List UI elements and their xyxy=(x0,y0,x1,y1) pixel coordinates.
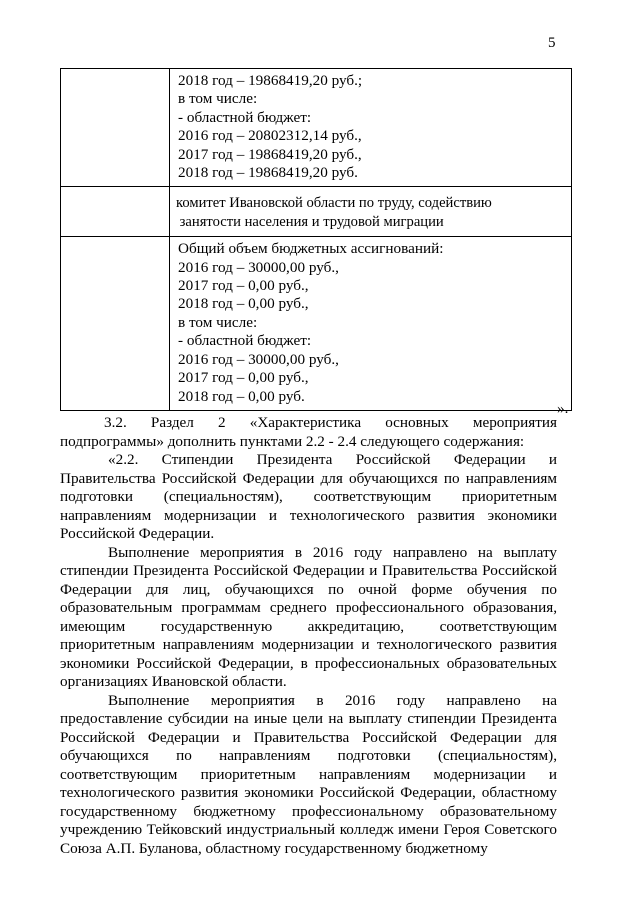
table-row xyxy=(61,69,572,187)
paragraph-section-3-2: 3.2. Раздел 2 «Характеристика основных мероприятия подпрограммы» дополнить пунктами 2.2 - 2.4 следующего содержания: xyxy=(60,414,557,450)
paragraph-subsidy: Выполнение мероприятия в 2016 году направлено на предоставление субсидии на иные цели на выплату стипендии Президента Российской Федерации и Правительства Российской Федерации для обучающихся по направлениям подготовки (специальностям), соответствующим приоритетным направлениям модернизации и технологического развития экономики Российской Федерации, областному государственному бюджетному профессиональному образовательному учреждению Тейковский индустриальный колледж имени Героя Советского Союза А.П. Буланова, областному государственному бюджетному xyxy=(60,691,557,857)
table-line: 2017 год – 0,00 руб., xyxy=(178,277,309,295)
table-line: 2016 год – 30000,00 руб., xyxy=(178,350,339,368)
body-text xyxy=(60,414,557,858)
table-line: 2018 год – 19868419,20 руб.; xyxy=(178,72,363,89)
table-line: 2017 год – 0,00 руб., xyxy=(178,369,309,387)
table-line: 2016 год – 20802312,14 руб., xyxy=(178,127,362,145)
table-line: 2018 год – 0,00 руб. xyxy=(178,387,305,405)
paragraph-item-2-2: «2.2. Стипендии Президента Российской Федерации и Правительства Российской Федерации для обучающихся по направлениям подготовки (специальностям), соответствующим приоритетным направлениям модернизации и технологического развития экономики Российской Федерации. xyxy=(60,451,557,542)
table-cell-label xyxy=(61,187,170,237)
table-line: комитет Ивановской области по труду, содействию xyxy=(176,195,492,212)
table-cell-value xyxy=(170,69,572,187)
table-cell-label xyxy=(61,237,170,411)
table-line: в том числе: xyxy=(178,313,258,331)
page-number: 5 xyxy=(548,35,556,51)
table-line: 2017 год – 19868419,20 руб., xyxy=(178,145,362,163)
table-line: занятости населения и трудовой миграции xyxy=(176,213,444,230)
table-cell-value xyxy=(170,187,572,237)
table-line: - областной бюджет: xyxy=(178,108,312,126)
table-line: - областной бюджет: xyxy=(178,332,312,350)
closing-quote: ». xyxy=(557,400,569,417)
table-line: в том числе: xyxy=(178,90,258,108)
table-line: Общий объем бюджетных ассигнований: xyxy=(178,240,444,258)
table-row xyxy=(61,187,572,237)
budget-table xyxy=(60,68,572,411)
paragraph-stipend-payment: Выполнение мероприятия в 2016 году направлено на выплату стипендии Президента Российской Федерации и Правительства Российской Федерации для лиц, обучающихся по очной форме обучения по образовательным программам среднего профессионального образования, имеющим государственную аккредитацию, соответствующим приоритетным направлениям модернизации и технологического развития экономики Российской Федерации, в профессиональных образовательных организациях Ивановской области. xyxy=(60,543,557,690)
table-cell-label xyxy=(61,69,170,187)
table-cell-value xyxy=(170,237,572,411)
table-row xyxy=(61,237,572,411)
table-line: 2018 год – 19868419,20 руб. xyxy=(178,164,358,182)
table-line: 2018 год – 0,00 руб., xyxy=(178,295,309,313)
table-line: 2016 год – 30000,00 руб., xyxy=(178,258,339,276)
